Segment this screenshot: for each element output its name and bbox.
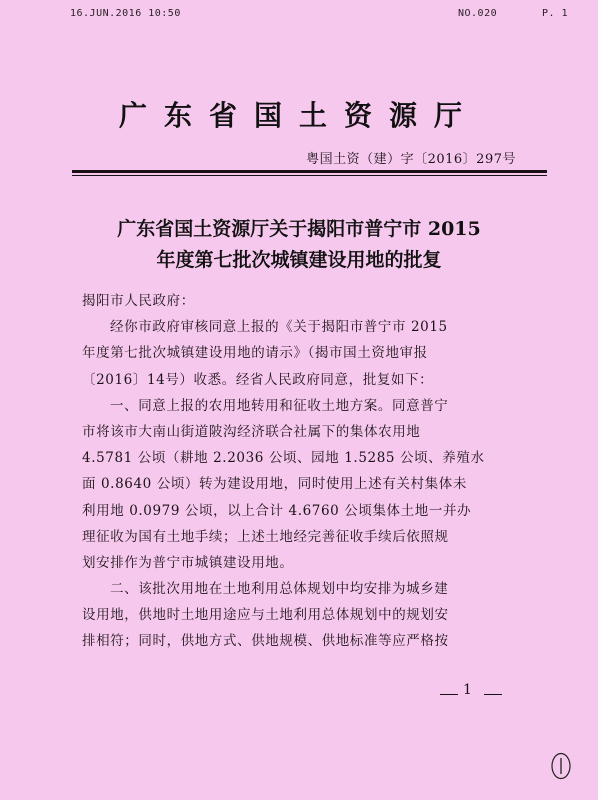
- body-line: 划安排作为普宁市城镇建设用地。: [82, 554, 294, 571]
- document-number: 粤国土资（建）字〔2016〕297号: [306, 152, 516, 167]
- body-line: 一、同意上报的农用地转用和征收土地方案。同意普宁: [110, 397, 449, 414]
- body-line: 经你市政府审核同意上报的《关于揭阳市普宁市 2015: [110, 319, 448, 336]
- body-line: 理征收为国有土地手续；上述土地经完善征收手续后依照规: [82, 528, 449, 545]
- body-line: 年度第七批次城镇建设用地的请示》（揭市国土资地审报: [82, 345, 428, 362]
- page-number-dash-left: [440, 694, 458, 695]
- header-rule-thin: [72, 175, 547, 176]
- body-line: 市将该市大南山街道陂沟经济联合社属下的集体农用地: [82, 423, 421, 440]
- page-number-dash-right: [484, 694, 502, 695]
- body-line: 利用地 0.0979 公顷，以上合计 4.6760 公顷集体土地一并办: [82, 502, 472, 519]
- fax-header: [0, 8, 598, 22]
- body-line: 4.5781 公顷（耕地 2.2036 公顷、园地 1.5285 公顷、养殖水: [82, 450, 485, 467]
- header-rule-thick: [72, 170, 547, 173]
- fax-number: NO.020: [458, 8, 498, 19]
- body-line: 〔2016〕14号）收悉。经省人民政府同意，批复如下：: [82, 371, 434, 388]
- body-line: 排相符；同时，供地方式、供地规模、供地标准等应严格按: [82, 633, 449, 650]
- body-line: 二、该批次用地在土地利用总体规划中均安排为城乡建: [110, 581, 449, 598]
- page-number: 1: [463, 682, 474, 698]
- body-line: 面 0.8640 公顷）转为建设用地，同时使用上述有关村集体未: [82, 476, 467, 493]
- document-title: [0, 214, 598, 276]
- addressee: 揭阳市人民政府：: [82, 293, 195, 309]
- fax-timestamp: 16.JUN.2016 10:50: [70, 8, 181, 19]
- handwritten-circled-number-icon: [550, 752, 572, 780]
- issuing-authority-title: 广东省国土资源厅: [118, 99, 479, 132]
- title-line: 广东省国土资源厅关于揭阳市普宁市 2015: [117, 218, 481, 240]
- title-line: 年度第七批次城镇建设用地的批复: [156, 249, 442, 271]
- fax-page: P. 1: [542, 8, 569, 19]
- body-line: 设用地，供地时土地用途应与土地利用总体规划中的规划安: [82, 607, 449, 624]
- document-body: [82, 288, 552, 655]
